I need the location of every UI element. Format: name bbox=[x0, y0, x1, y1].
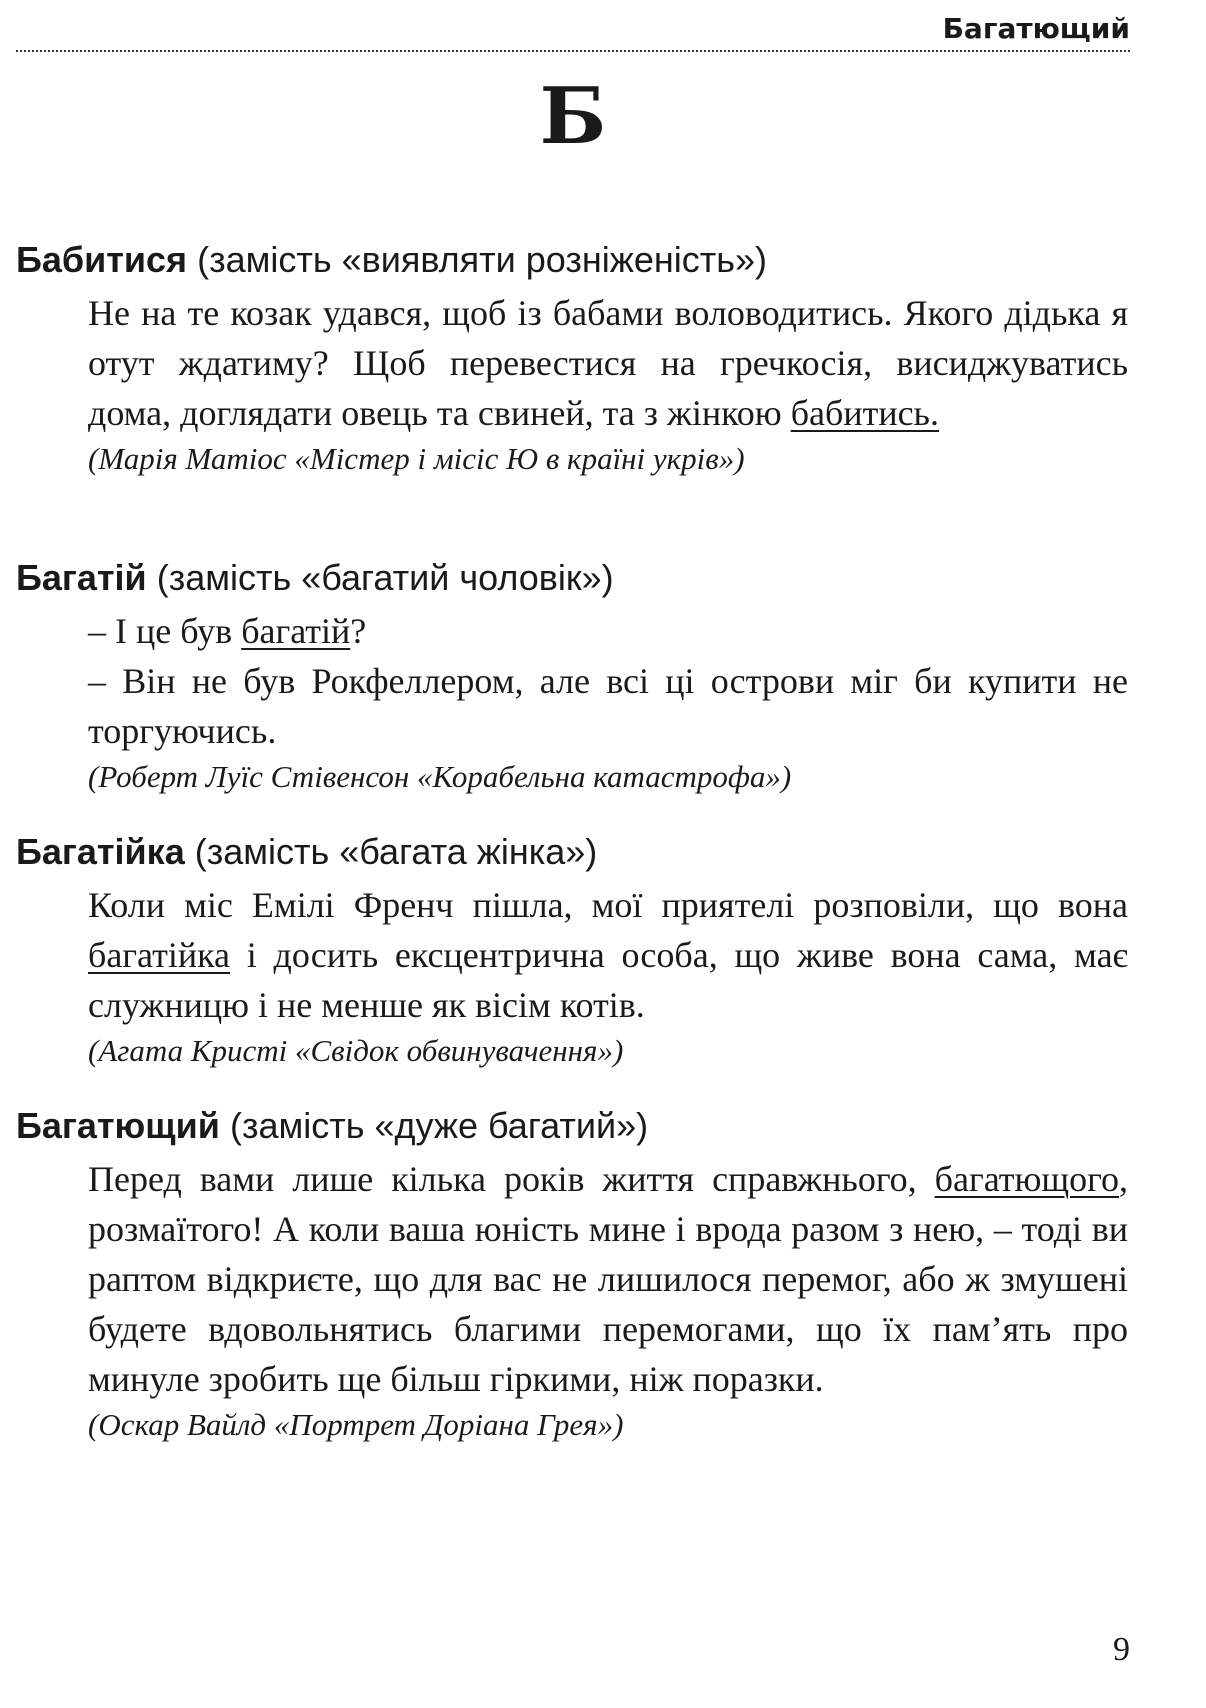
gloss: (замість «виявляти розніженість») bbox=[197, 239, 767, 280]
quotation bbox=[88, 880, 1128, 1030]
running-head bbox=[16, 8, 1130, 52]
entry-heading bbox=[16, 556, 1136, 600]
gloss: (замість «багатий чоловік») bbox=[156, 557, 614, 598]
entry-heading bbox=[16, 238, 1136, 282]
quote-text: Не на те козак удався, щоб із бабами воловодитись. Якого дідька я отут ждатиму? Щоб перевестися на гречкосія, висиджуватись дома, доглядати овець та свиней, та з жінкою bbox=[88, 293, 1128, 433]
quote-highlighted-word: багатій bbox=[241, 611, 351, 651]
dictionary-entry bbox=[16, 1104, 1136, 1446]
quotation bbox=[88, 1154, 1128, 1404]
dialogue-line: – І це був bbox=[88, 611, 242, 651]
headword: Бабитися bbox=[16, 239, 188, 280]
entry-heading bbox=[16, 1104, 1136, 1148]
page-number: 9 bbox=[1113, 1631, 1130, 1668]
quote-source: (Оскар Вайлд «Портрет Доріана Грея») bbox=[88, 1407, 624, 1442]
quote-text: , розмаїтого! А коли ваша юність мине і врода разом з нею, – тоді ви раптом відкриєте, що для вас не лишилося перемог, або ж змушені будете вдовольнятись благими перемогами, що їх пам’ять про минуле зробить ще більш гіркими, ніж поразки. bbox=[88, 1159, 1128, 1399]
dictionary-entry bbox=[16, 556, 1136, 798]
quote-source: (Роберт Луїс Стівенсон «Корабельна катастрофа») bbox=[88, 759, 792, 794]
quote-highlighted-word: багатющого bbox=[934, 1159, 1119, 1199]
quote-source: (Агата Кристі «Свідок обвинувачення») bbox=[88, 1033, 624, 1068]
dialogue-line: – Він не був Рокфеллером, але всі ці острови міг би купити не торгуючись. bbox=[88, 661, 1128, 751]
headword: Багатійка bbox=[16, 831, 185, 872]
quotation bbox=[88, 288, 1128, 438]
quote-highlighted-word: бабитись. bbox=[790, 393, 939, 433]
headword: Багатій bbox=[16, 557, 147, 598]
gloss: (замість «багата жінка») bbox=[194, 831, 598, 872]
running-head-title: Багатющий bbox=[942, 12, 1130, 45]
quote-highlighted-word: багатійка bbox=[88, 935, 231, 975]
quote-text: Перед вами лише кілька років життя справжнього, bbox=[88, 1159, 935, 1199]
dictionary-entry bbox=[16, 238, 1136, 480]
section-letter: Б bbox=[539, 71, 607, 162]
dictionary-entry bbox=[16, 830, 1136, 1072]
quotation bbox=[88, 606, 1128, 756]
dialogue-line-end: ? bbox=[350, 611, 367, 651]
quote-source: (Марія Матіос «Містер і місіс Ю в країні укрів») bbox=[88, 441, 745, 476]
gloss: (замість «дуже багатий») bbox=[229, 1105, 649, 1146]
entry-heading bbox=[16, 830, 1136, 874]
quote-text: Коли міс Емілі Френч пішла, мої приятелі розповіли, що вона bbox=[88, 885, 1128, 925]
quote-text: і досить ексцентрична особа, що живе вона сама, має служницю і не менше як вісім котів. bbox=[88, 935, 1128, 1025]
headword: Багатющий bbox=[16, 1105, 220, 1146]
